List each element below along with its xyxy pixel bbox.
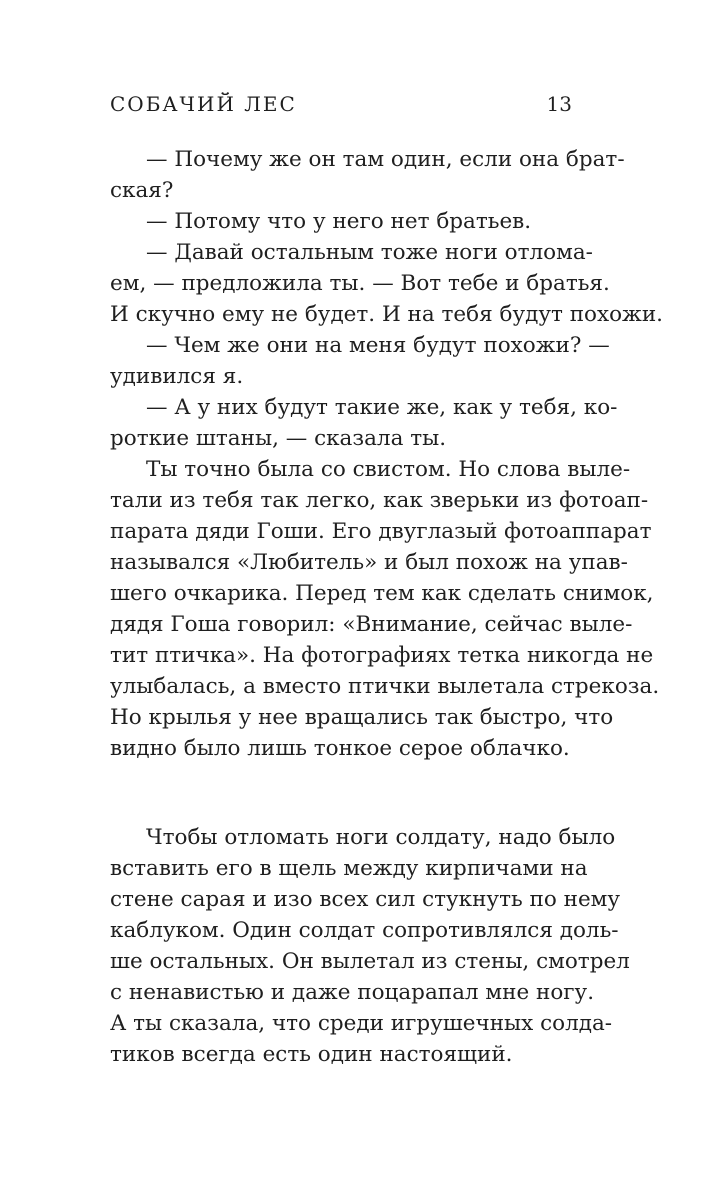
text-line: тиков всегда есть один настоящий. (110, 1042, 513, 1067)
text-line: — Чем же они на меня будут похожи? — (146, 333, 610, 358)
text-line: А ты сказала, что среди игрушечных солда- (110, 1011, 613, 1036)
text-line: улыбалась, а вместо птички вылетала стрекоза. (110, 674, 660, 699)
text-line: вставить его в щель между кирпичами на (110, 856, 588, 881)
text-line: — Потому что у него нет братьев. (146, 209, 532, 234)
text-line: Чтобы отломать ноги солдату, надо было (146, 825, 616, 850)
text-line: роткие штаны, — сказала ты. (110, 426, 447, 451)
text-line: И скучно ему не будет. И на тебя будут похожи. (110, 302, 663, 327)
page-number: 13 (546, 92, 572, 116)
text-line: — Давай остальным тоже ноги отлома- (146, 240, 593, 265)
text-line: парата дяди Гоши. Его двуглазый фотоаппарат (110, 519, 652, 544)
text-line: дядя Гоша говорил: «Внимание, сейчас выле- (110, 612, 633, 637)
text-line: с ненавистью и даже поцарапал мне ногу. (110, 980, 595, 1005)
running-title: СОБАЧИЙ ЛЕС (110, 92, 297, 116)
text-line: тит птичка». На фотографиях тетка никогда не (110, 643, 654, 668)
text-line: тали из тебя так легко, как зверьки из фотоап- (110, 488, 649, 513)
text-line: ем, — предложила ты. — Вот тебе и братья. (110, 271, 610, 296)
text-line: удивился я. (110, 364, 244, 389)
text-line: каблуком. Один солдат сопротивлялся доль- (110, 918, 619, 943)
text-line: назывался «Любитель» и был похож на упав- (110, 550, 628, 575)
text-line: — Почему же он там один, если она брат- (146, 147, 625, 172)
text-line: ше остальных. Он вылетал из стены, смотрел (110, 949, 630, 974)
text-line: стене сарая и изо всех сил стукнуть по нему (110, 887, 621, 912)
text-line: видно было лишь тонкое серое облачко. (110, 736, 570, 761)
text-line: Ты точно была со свистом. Но слова выле- (146, 457, 631, 482)
page-header (110, 90, 572, 122)
text-section-one (110, 144, 663, 764)
text-line: ская? (110, 178, 174, 203)
text-section-two (110, 822, 630, 1070)
text-line: шего очкарика. Перед тем как сделать снимок, (110, 581, 654, 606)
text-line: Но крылья у нее вращались так быстро, что (110, 705, 614, 730)
text-line: — А у них будут такие же, как у тебя, ко- (146, 395, 618, 420)
